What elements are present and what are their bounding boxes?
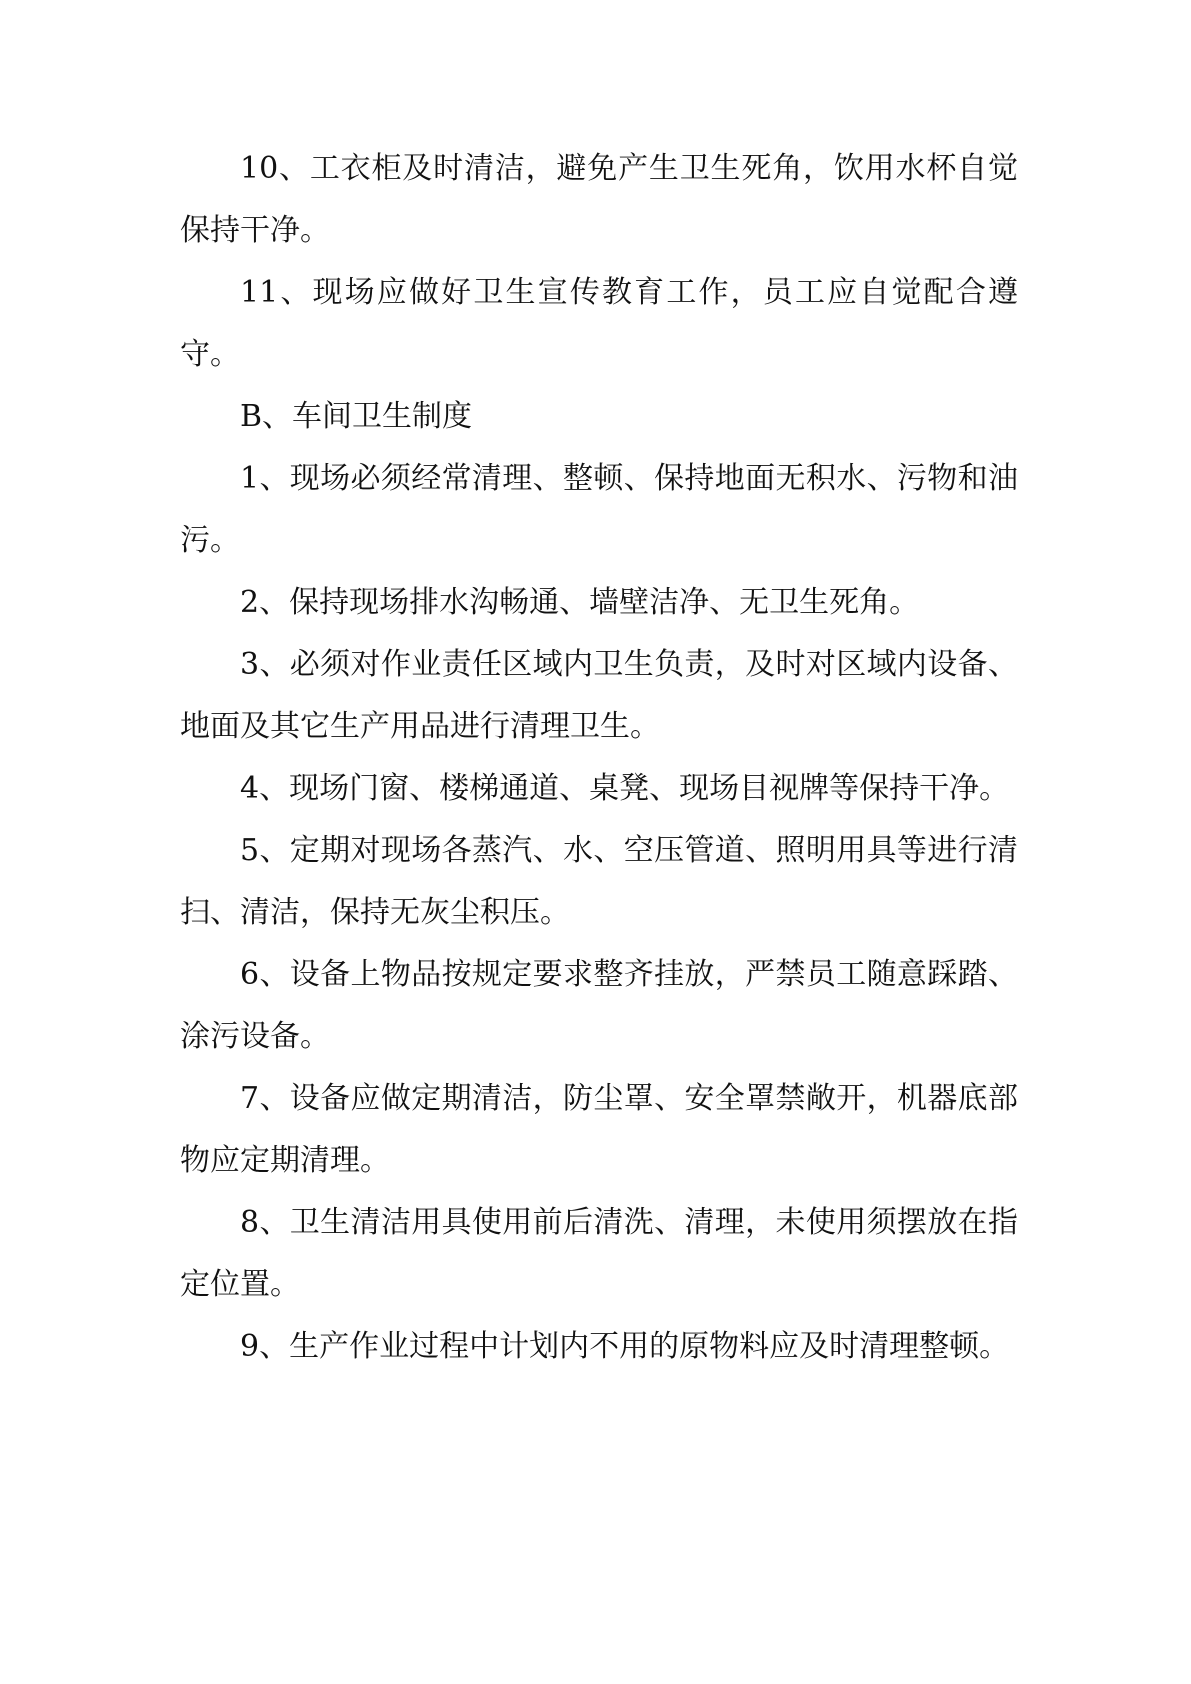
paragraph-item-3: 3、必须对作业责任区域内卫生负责，及时对区域内设备、地面及其它生产用品进行清理卫生。 — [180, 647, 1018, 744]
paragraph-item-7: 7、设备应做定期清洁，防尘罩、安全罩禁敞开，机器底部物应定期清理。 — [180, 1081, 1018, 1178]
paragraph-item-6: 6、设备上物品按规定要求整齐挂放，严禁员工随意踩踏、涂污设备。 — [180, 957, 1018, 1054]
paragraph-item-4: 4、现场门窗、楼梯通道、桌凳、现场目视牌等保持干净。 — [240, 771, 1010, 806]
paragraph-item-10: 10、工衣柜及时清洁，避免产生卫生死角，饮用水杯自觉保持干净。 — [180, 151, 1018, 248]
section-heading-b: B、车间卫生制度 — [240, 399, 473, 434]
paragraph-item-8: 8、卫生清洁用具使用前后清洗、清理，未使用须摆放在指定位置。 — [180, 1205, 1018, 1302]
paragraph-item-2: 2、保持现场排水沟畅通、墙壁洁净、无卫生死角。 — [240, 585, 920, 620]
document-body — [180, 138, 1018, 1378]
paragraph-item-9: 9、生产作业过程中计划内不用的原物料应及时清理整顿。 — [240, 1329, 1010, 1364]
paragraph-item-1: 1、现场必须经常清理、整顿、保持地面无积水、污物和油污。 — [180, 461, 1018, 558]
paragraph-item-11: 11、现场应做好卫生宣传教育工作，员工应自觉配合遵守。 — [180, 275, 1018, 372]
paragraph-item-5: 5、定期对现场各蒸汽、水、空压管道、照明用具等进行清扫、清洁，保持无灰尘积压。 — [180, 833, 1018, 930]
